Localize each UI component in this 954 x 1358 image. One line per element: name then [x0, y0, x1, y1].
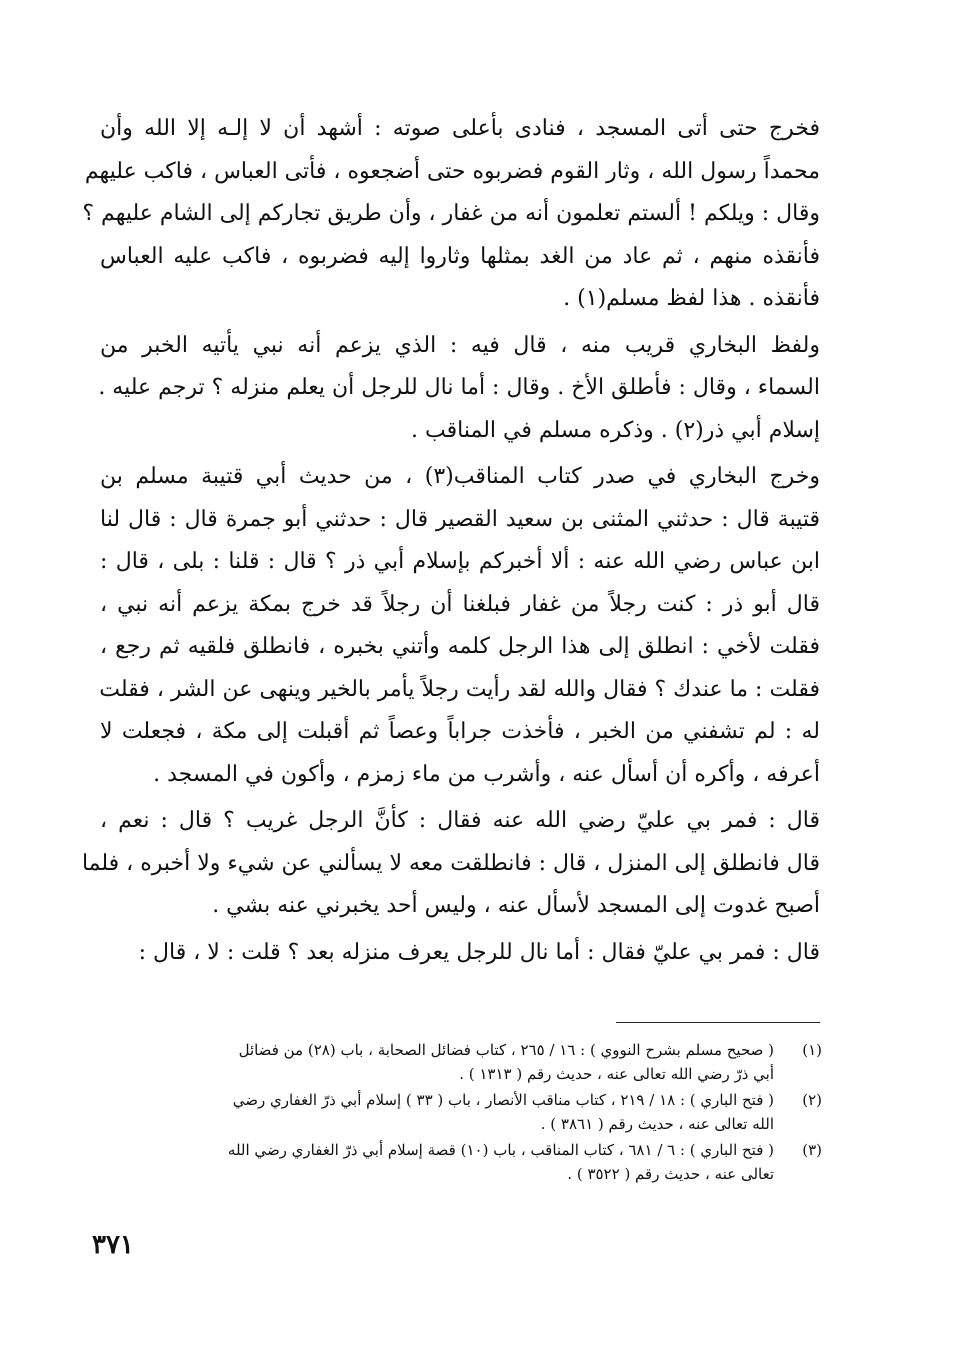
text-line: قال فانطلق إلى المنزل ، قال : فانطلقت معه لا يسألني عن شيء ولا أخبره ، فلما: [81, 850, 820, 876]
footnote-text: [92, 1038, 774, 1086]
text-line: السماء ، وقال : فأطلق الأخ . وقال : أما نال للرجل أن يعلم منزله ؟ ترجم عليه .: [98, 375, 820, 400]
footnote-text: [92, 1138, 774, 1186]
text-line: وخرج البخاري في صدر كتاب المناقب(٣) ، من حديث أبي قتيبة مسلم بن: [100, 464, 821, 489]
text-line: له : لم تشفني من الخبر ، فأخذت جراباً وعصاً ثم أقبلت إلى مكة ، فجعلت لا: [100, 719, 820, 744]
footnote-line: الله تعالى عنه ، حديث رقم ( ٣٨٦١ ) .: [540, 1115, 774, 1133]
footnote-line: ( فتح الباري ) : ٦ / ٦٨١ ، كتاب المناقب ، باب (١٠) قصة إسلام أبي ذرّ الغفاري رضي الله: [227, 1141, 774, 1159]
page-number: ٣٧١: [92, 1230, 134, 1260]
text-line: فأنقذه منهم ، ثم عاد من الغد بمثلها وثاروا إليه فضربوه ، فاكب عليه العباس: [100, 243, 820, 269]
text-line: أصبح غدوت إلى المسجد لأسأل عنه ، وليس أحد يخبرني عنه بشي .: [212, 893, 820, 918]
paragraph: [81, 800, 820, 928]
footnote-line: ( صحيح مسلم بشرح النووي ) : ١٦ / ٢٦٥ ، كتاب فضائل الصحابة ، باب (٢٨) من فضائل: [238, 1041, 774, 1059]
text-line: قتيبة قال : حدثني المثنى بن سعيد القصير قال : حدثني أبو جمرة قال : قال لنا: [100, 506, 820, 532]
text-line: قال : فمر بي عليّ فقال : أما نال للرجل يعرف منزله بعد ؟ قلت : لا ، قال :: [138, 939, 820, 965]
paragraph: [100, 325, 820, 453]
text-line: فقلت : ما عندك ؟ فقال والله لقد رأيت رجلاً يأمر بالخير وينهى عن الشر ، فقلت: [99, 676, 820, 702]
footnote-text: [92, 1088, 774, 1136]
footnote: [92, 1088, 822, 1136]
paragraph: [100, 456, 820, 796]
footnote-line: تعالى عنه ، حديث رقم ( ٣٥٢٢ ) .: [567, 1165, 774, 1183]
footnotes: [92, 1038, 822, 1188]
footnote: [92, 1138, 822, 1186]
text-line: إسلام أبي ذر(٢) . وذكره مسلم في المناقب .: [411, 417, 820, 443]
text-line: محمداً رسول الله ، وثار القوم فضربوه حتى أضجعوه ، فأتى العباس ، فاكب عليهم: [84, 158, 820, 184]
text-line: فخرج حتى أتى المسجد ، فنادى بأعلى صوته : أشهد أن لا إلـه إلا الله وأن: [100, 116, 820, 141]
footnote-number: (١): [802, 1041, 822, 1059]
text-line: وقال : ويلكم ! ألستم تعلمون أنه من غفار ، وأن طريق تجاركم إلى الشام عليهم ؟: [82, 201, 820, 226]
footnote-line: أبي ذرّ رضي الله تعالى عنه ، حديث رقم ( ١٣١٣ ) .: [459, 1065, 774, 1083]
footnote: [92, 1038, 822, 1086]
text-line: ابن عباس رضي الله عنه : ألا أخبركم بإسلام أبي ذر ؟ قال : قلنا : بلى ، قال :: [100, 549, 820, 574]
text-line: قال أبو ذر : كنت رجلاً من غفار فبلغنا أن رجلاً قد خرج بمكة يزعم أنه نبي ،: [100, 591, 820, 617]
footnote-number: (٣): [802, 1141, 822, 1159]
text-line: أعرفه ، وأكره أن أسأل عنه ، وأشرب من ماء زمزم ، وأكون في المسجد .: [153, 761, 820, 787]
text-line: ولفظ البخاري قريب منه ، قال فيه : الذي يزعم أنه نبي يأتيه الخبر من: [100, 332, 820, 358]
paragraph: [100, 932, 820, 975]
footnote-separator: [616, 1022, 820, 1023]
text-line: فقلت لأخي : انطلق إلى هذا الرجل كلمه وأتني بخبره ، فانطلق فلقيه ثم رجع ،: [100, 634, 820, 659]
footnote-line: ( فتح الباري ) : ١٨ / ٢١٩ ، كتاب مناقب الأنصار ، باب ( ٣٣ ) إسلام أبي ذرّ الغفاري رضي: [232, 1091, 774, 1109]
text-line: قال : فمر بي عليّ رضي الله عنه فقال : كأنَّ الرجل غريب ؟ قال : نعم ،: [100, 808, 820, 833]
main-text: [81, 108, 821, 974]
text-line: فأنقذه . هذا لفظ مسلم(١) .: [563, 286, 820, 311]
footnote-number: (٢): [802, 1091, 822, 1109]
paragraph: [82, 108, 820, 321]
